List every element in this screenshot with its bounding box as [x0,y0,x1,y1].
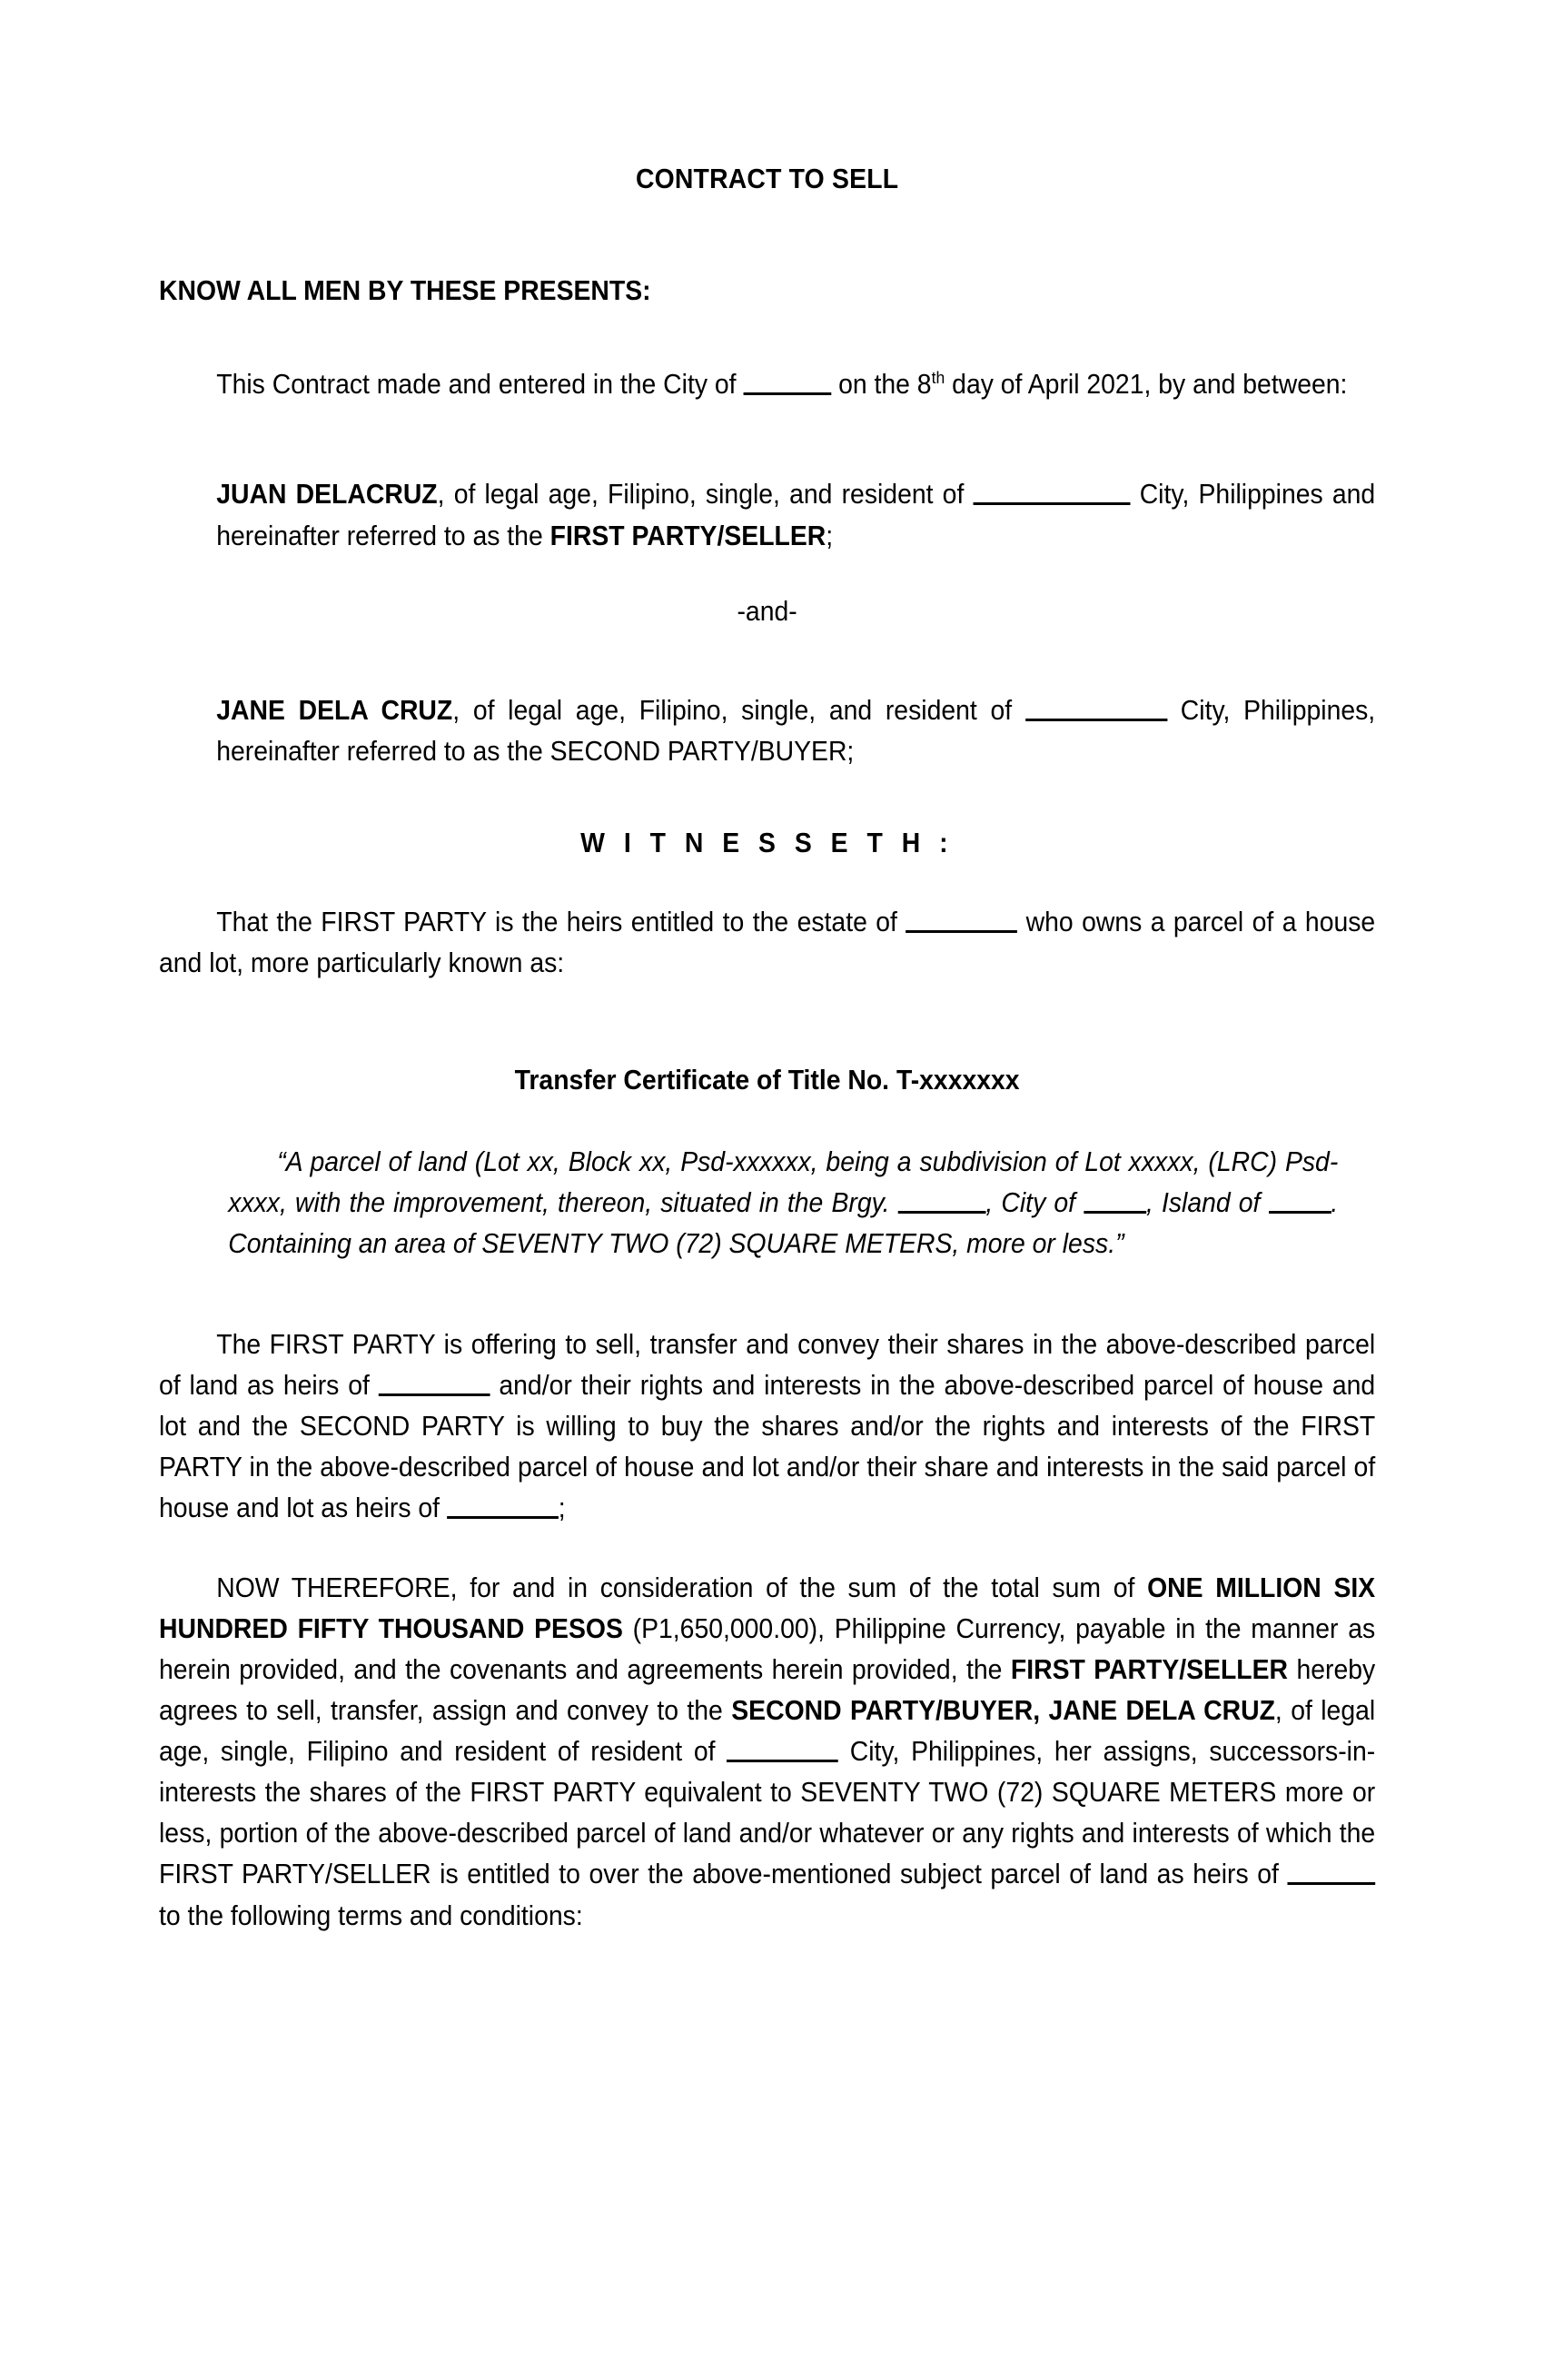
buyer-role-label: SECOND PARTY/BUYER, JANE DELA CRUZ [731,1694,1275,1726]
first-party-details: , of legal age, Filipino, single, and resident of [437,479,965,511]
recital-paragraph [159,902,1375,984]
offer-heirs-blank-2 [447,1516,559,1519]
buyer-residence-blank [727,1760,838,1762]
now-therefore-part5: City, Philippines, her assigns, successors-in-interests the shares of the FIRST PARTY equivalent to SEVENTY TWO (72) SQUARE METERS more or less, portion of the above-described parcel of land and/or whatever or any rights and interests of which the FIRST PARTY/SELLER is entitled to over the above-mentioned subject parcel of land as heirs of [159,1736,1376,1890]
tct-heading: Transfer Certificate of Title No. T-xxxxxxx [514,1065,1020,1096]
offer-heirs-blank-1 [379,1393,490,1396]
intro-after-city: on the 8 [838,369,932,401]
property-description-text [228,1142,1338,1264]
amount-in-words: ONE MILLION SIX HUNDRED FIFTY THOUSAND PESOS [159,1572,1376,1644]
property-city-blank [1084,1211,1146,1214]
first-party-terminator: ; [826,520,834,551]
intro-after-ordinal: day of April 2021, by and between: [952,369,1348,401]
amount-in-figures: (P1,650,000.00), [632,1612,825,1644]
first-party-after-blank: City, Philippines and hereinafter referred to as the [216,479,1376,551]
first-party-role: FIRST PARTY/SELLER [549,520,826,551]
page-title: CONTRACT TO SELL [635,164,899,194]
salutation-heading: KNOW ALL MEN BY THESE PRESENTS: [159,275,651,307]
second-party-city-blank [1025,719,1167,721]
recital-lead: That the FIRST PARTY is the heirs entitled to the estate of [216,907,897,938]
intro-lead: This Contract made and entered in the City of [216,369,737,401]
final-heirs-blank [1287,1882,1375,1885]
offer-part3: ; [558,1492,566,1524]
second-party-after-blank: City, Philippines, hereinafter referred to as the [216,694,1376,767]
now-therefore-part3: hereby agrees to sell, transfer, assign and convey to the [159,1653,1376,1726]
second-party-name: JANE DELA CRUZ [216,694,453,726]
property-after-island: . Containing an area of SEVENTY TWO (72) SQUARE METERS, more or less.” [228,1186,1339,1259]
document-body [159,159,1375,1937]
recital-after-blank: who owns a parcel of a house and lot, more particularly known as: [159,907,1376,979]
property-after-city: , Island of [1145,1186,1261,1218]
property-after-brgy: , City of [985,1186,1076,1218]
now-therefore-part6: to the following terms and conditions: [159,1899,583,1931]
now-therefore-paragraph [159,1568,1375,1937]
now-therefore-part4: , of legal age, single, Filipino and resident of resident of [159,1694,1376,1767]
property-line1: “A parcel of land (Lot xx, Block xx, Psd-xxxxxx, being a subdivision of Lot xxxxx, (LRC) Psd-xxxx, with the improvement, thereon, situated in the Brgy. [228,1145,1339,1218]
intro-paragraph [159,364,1375,405]
ordinal-suffix: th [931,369,945,389]
estate-blank [906,930,1017,933]
seller-role-label: FIRST PARTY/SELLER [1010,1653,1289,1685]
now-therefore-part2: Philippine Currency, payable in the manner as herein provided, and the covenants and agreements herein provided, the [159,1612,1376,1685]
property-description [159,1142,1375,1264]
offer-paragraph [159,1324,1375,1530]
conjunction-and: -and- [737,595,797,627]
city-blank [743,392,831,395]
second-party-role: SECOND PARTY/BUYER; [549,735,855,767]
first-party-name: JUAN DELACRUZ [216,479,438,511]
offer-part2: and/or their rights and interests in the above-described parcel of house and lot and the SECOND PARTY is willing to buy the shares and/or the rights and interests of the FIRST PARTY in the above-described parcel of house and lot and/or their share and interests in the said parcel of house and lot as heirs of [159,1370,1376,1524]
witnesseth-heading: W I T N E S S E T H : [580,828,955,858]
first-party-city-blank [974,502,1131,505]
now-therefore-part1: NOW THEREFORE, for and in consideration of the sum of the total sum of [216,1572,1135,1603]
offer-part1: The FIRST PARTY is offering to sell, transfer and convey their shares in the above-described parcel of land as heirs of [159,1328,1376,1401]
island-blank [1269,1211,1331,1214]
second-party-details: , of legal age, Filipino, single, and resident of [452,694,1013,726]
barangay-blank [898,1211,986,1214]
first-party-paragraph [159,474,1375,556]
second-party-paragraph [159,690,1375,772]
